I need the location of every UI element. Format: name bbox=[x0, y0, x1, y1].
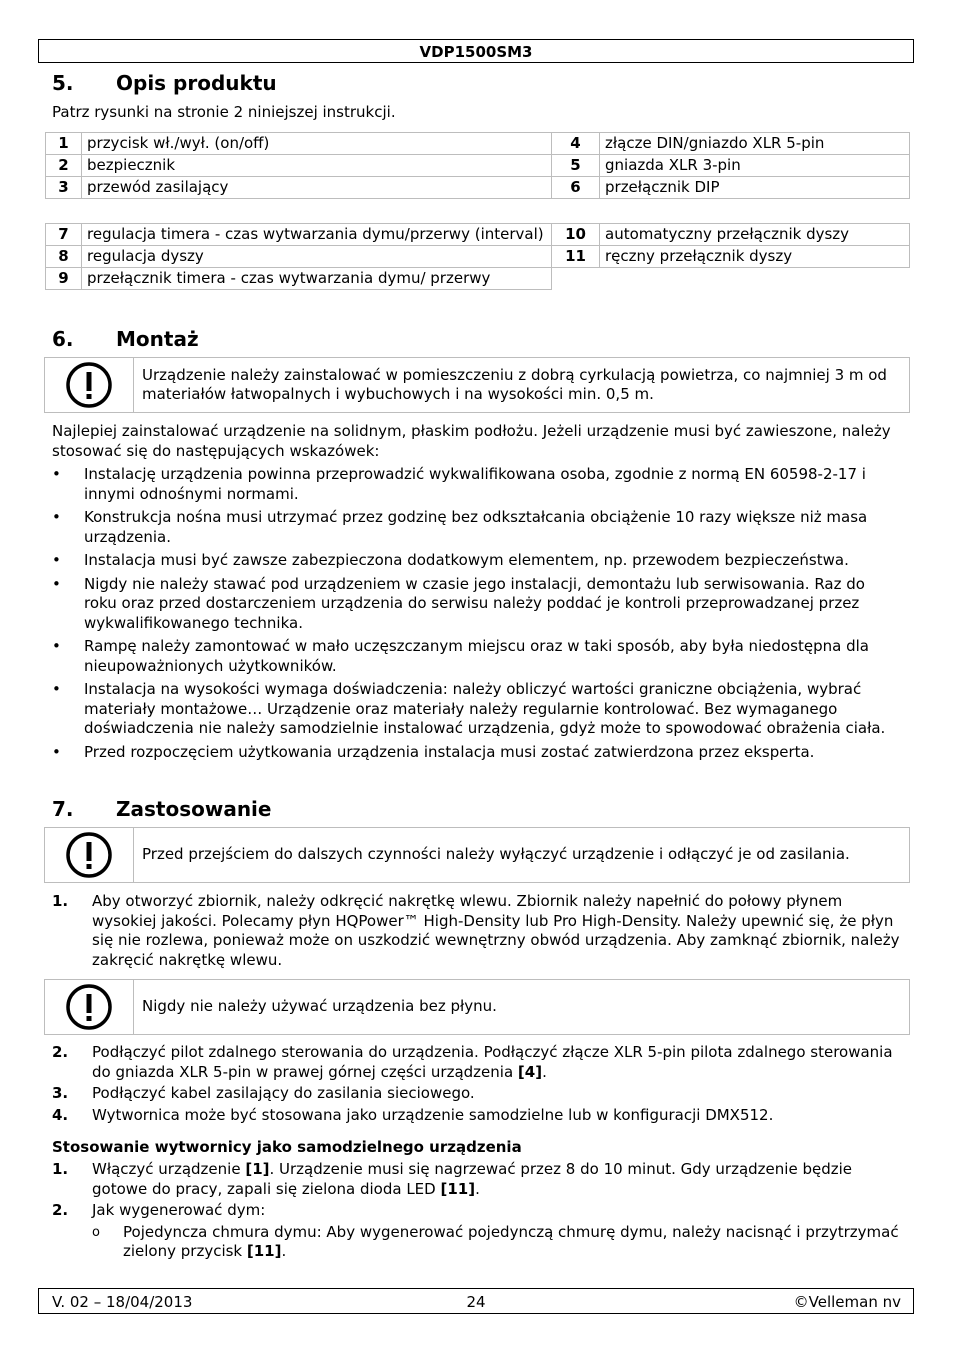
sub-bullet-marker: o bbox=[92, 1224, 100, 1240]
bullet-text: Przed rozpoczęciem użytkowania urządzenia instalacja musi zostać zatwierdzona przez eksperta. bbox=[84, 742, 815, 761]
part-description: regulacja timera - czas wytwarzania dymu/przerwy (interval) bbox=[82, 224, 552, 246]
table-row bbox=[46, 155, 910, 177]
bullet-marker: • bbox=[52, 465, 61, 483]
part-number: 8 bbox=[46, 246, 82, 268]
section-6-heading bbox=[52, 326, 199, 352]
step-text: Jak wygenerować dym: bbox=[92, 1201, 266, 1219]
step-number: 1. bbox=[52, 892, 69, 910]
bullet-text: Instalacja na wysokości wymaga doświadczenia: należy obliczyć wartości graniczne obciążenia, wybrać materiały montażowe… Urządzenie oraz materiały należy regularnie kontrolować. Bez wymaganego doświadczenia nie należy samodzielnie instalować urządzenia, gdyż może to spowodować obrażenia ciała. bbox=[84, 680, 886, 737]
section-title: Opis produktu bbox=[116, 71, 277, 95]
part-number: 2 bbox=[46, 155, 82, 177]
warning-exclamation-icon bbox=[45, 980, 134, 1034]
step-number: 2. bbox=[52, 1201, 69, 1219]
part-description: regulacja dyszy bbox=[82, 246, 552, 268]
list-item bbox=[52, 1084, 902, 1104]
part-number: 4 bbox=[552, 133, 600, 155]
part-number: 9 bbox=[46, 268, 82, 290]
sub-item-text: Pojedyncza chmura dymu: Aby wygenerować pojedynczą chmurę dymu, należy nacisnąć i przytrzymać zielony przycisk bbox=[123, 1222, 899, 1260]
warning-exclamation-icon bbox=[45, 358, 134, 412]
footer-page-number: 24 bbox=[466, 1293, 486, 1311]
step-text: Podłączyć kabel zasilający do zasilania sieciowego. bbox=[92, 1084, 475, 1102]
warning-text: Nigdy nie należy używać urządzenia bez płynu. bbox=[142, 997, 497, 1016]
bullet-marker: • bbox=[52, 637, 61, 655]
subsection-heading: Stosowanie wytwornicy jako samodzielnego urządzenia bbox=[52, 1138, 522, 1156]
section-number: 6. bbox=[52, 327, 74, 351]
list-item: 2. Podłączyć pilot zdalnego sterowania do urządzenia. Podłączyć złącze XLR 5-pin pilota zdalnego sterowania do gniazda XLR 5-pin w prawej górnej części urządzenia [4]. bbox=[52, 1043, 893, 1081]
list-item bbox=[52, 637, 902, 676]
step-text: Wytwornica może być stosowana jako urządzenie samodzielne lub w konfiguracji DMX512. bbox=[92, 1105, 774, 1124]
reference-label: [4] bbox=[517, 1062, 543, 1081]
part-description: przycisk wł./wył. (on/off) bbox=[82, 133, 552, 155]
list-item bbox=[52, 575, 902, 634]
bullet-text: Konstrukcja nośna musi utrzymać przez godzinę bez odkształcania obciążenie 10 razy większe niż masa urządzenia. bbox=[84, 508, 868, 546]
warning-text: Przed przejściem do dalszych czynności należy wyłączyć urządzenie i odłączyć je od zasilania. bbox=[142, 845, 850, 864]
warning-box bbox=[44, 979, 910, 1035]
parts-table-1 bbox=[45, 132, 910, 199]
reference-label: [11] bbox=[440, 1179, 476, 1198]
table-row bbox=[46, 177, 910, 199]
section-5-intro: Patrz rysunki na stronie 2 niniejszej instrukcji. bbox=[52, 103, 396, 121]
section-number: 5. bbox=[52, 71, 74, 95]
bullet-marker: • bbox=[52, 742, 61, 761]
table-row bbox=[46, 224, 910, 246]
bullet-marker: • bbox=[52, 574, 61, 593]
step-number: 4. bbox=[52, 1105, 69, 1124]
part-description: przełącznik DIP bbox=[600, 177, 910, 199]
list-item bbox=[52, 743, 902, 763]
part-description: gniazda XLR 3-pin bbox=[600, 155, 910, 177]
bullet-text: Instalację urządzenia powinna przeprowadzić wykwalifikowana osoba, zgodnie z normą EN 60598-2-17 i innymi odnośnymi normami. bbox=[84, 465, 866, 503]
list-item bbox=[52, 892, 902, 970]
step-text: Podłączyć pilot zdalnego sterowania do urządzenia. Podłączyć złącze XLR 5-pin pilota zdalnego sterowania do gniazda XLR 5-pin w prawej górnej części urządzenia bbox=[92, 1043, 893, 1081]
installation-bullet-list bbox=[52, 465, 902, 766]
section-title: Zastosowanie bbox=[116, 797, 272, 821]
part-number: 5 bbox=[552, 155, 600, 177]
part-description: przewód zasilający bbox=[82, 177, 552, 199]
part-description bbox=[600, 268, 910, 290]
step-text: . Urządzenie musi się nagrzewać przez 8 do 10 minut. Gdy urządzenie będzie gotowe do pracy, zapali się zielona dioda LED bbox=[92, 1160, 852, 1198]
warning-box bbox=[44, 827, 910, 883]
list-item bbox=[52, 1106, 902, 1126]
warning-exclamation-icon bbox=[45, 828, 134, 882]
list-item bbox=[52, 465, 902, 504]
section-5-heading bbox=[52, 70, 277, 96]
part-description: bezpiecznik bbox=[82, 155, 552, 177]
step-number: 3. bbox=[52, 1084, 69, 1102]
part-number: 11 bbox=[552, 246, 600, 268]
part-number bbox=[552, 268, 600, 290]
part-number: 10 bbox=[552, 224, 600, 246]
step-text: Włączyć urządzenie bbox=[92, 1160, 246, 1178]
list-item bbox=[52, 680, 902, 739]
part-description: ręczny przełącznik dyszy bbox=[600, 246, 910, 268]
usage-steps-b bbox=[52, 1043, 902, 1127]
section-number: 7. bbox=[52, 797, 74, 821]
table-row bbox=[46, 246, 910, 268]
section-7-heading bbox=[52, 796, 271, 822]
step-number: 2. bbox=[52, 1043, 69, 1061]
document-footer bbox=[38, 1288, 914, 1314]
usage-steps-a bbox=[52, 892, 902, 972]
list-item bbox=[52, 551, 902, 571]
table-row bbox=[46, 268, 910, 290]
part-description: automatyczny przełącznik dyszy bbox=[600, 224, 910, 246]
part-number: 7 bbox=[46, 224, 82, 246]
step-number: 1. bbox=[52, 1160, 69, 1178]
list-item bbox=[52, 1201, 902, 1262]
part-description: złącze DIN/gniazdo XLR 5-pin bbox=[600, 133, 910, 155]
bullet-text: Rampę należy zamontować w mało uczęszczanym miejscu oraz w taki sposób, aby była niedostępna dla nieupoważnionych użytkowników. bbox=[84, 637, 869, 675]
list-item: 1. Włączyć urządzenie [1]. Urządzenie musi się nagrzewać przez 8 do 10 minut. Gdy urządzenie będzie gotowe do pracy, zapali się zielona dioda LED [11]. bbox=[52, 1160, 852, 1198]
bullet-marker: • bbox=[52, 551, 61, 569]
section-title: Montaż bbox=[116, 327, 199, 351]
reference-label: [1] bbox=[245, 1160, 270, 1178]
part-number: 3 bbox=[46, 177, 82, 199]
warning-text: Urządzenie należy zainstalować w pomieszczeniu z dobrą cyrkulacją powietrza, co najmniej 3 m od materiałów łatwopalnych i wybuchowych i na wysokości min. 0,5 m. bbox=[142, 365, 887, 403]
reference-label: [11] bbox=[246, 1242, 282, 1260]
section-6-intro: Najlepiej zainstalować urządzenie na solidnym, płaskim podłożu. Jeżeli urządzenie musi być zawieszone, należy stosować się do następujących wskazówek: bbox=[52, 422, 891, 460]
warning-box bbox=[44, 357, 910, 413]
footer-version: V. 02 – 18/04/2013 bbox=[52, 1293, 193, 1311]
document-header: VDP1500SM3 bbox=[38, 39, 914, 63]
part-description: przełącznik timera - czas wytwarzania dymu/ przerwy bbox=[82, 268, 552, 290]
bullet-text: Instalacja musi być zawsze zabezpieczona dodatkowym elementem, np. przewodem bezpieczeństwa. bbox=[84, 551, 849, 569]
bullet-marker: • bbox=[52, 680, 61, 698]
bullet-marker: • bbox=[52, 508, 61, 526]
standalone-steps bbox=[52, 1160, 902, 1264]
parts-table-2 bbox=[45, 223, 910, 290]
sub-list-item: o Pojedyncza chmura dymu: Aby wygenerować pojedynczą chmurę dymu, należy nacisnąć i przytrzymać zielony przycisk [11]. bbox=[92, 1222, 899, 1260]
step-text: Aby otworzyć zbiornik, należy odkręcić nakrętkę wlewu. Zbiornik należy napełnić do połowy płynem wysokiej jakości. Polecamy płyn HQPower™ High-Density lub Pro High-Density. Należy upewnić się, że płyn się nie rozlewa, ponieważ może on uszkodzić wewnętrzny obwód urządzenia. Aby zamknąć zbiornik, należy zakręcić nakrętkę wlewu. bbox=[92, 892, 900, 969]
bullet-text: Nigdy nie należy stawać pod urządzeniem w czasie jego instalacji, demontażu lub serwisowania. Raz do roku oraz przed dostarczeniem urządzenia do serwisu należy poddać je kontroli przeprowadzanej przez wykwalifikowanego technika. bbox=[84, 574, 865, 632]
part-number: 1 bbox=[46, 133, 82, 155]
part-number: 6 bbox=[552, 177, 600, 199]
table-row bbox=[46, 133, 910, 155]
list-item bbox=[52, 508, 902, 547]
footer-copyright: ©Velleman nv bbox=[793, 1293, 901, 1311]
